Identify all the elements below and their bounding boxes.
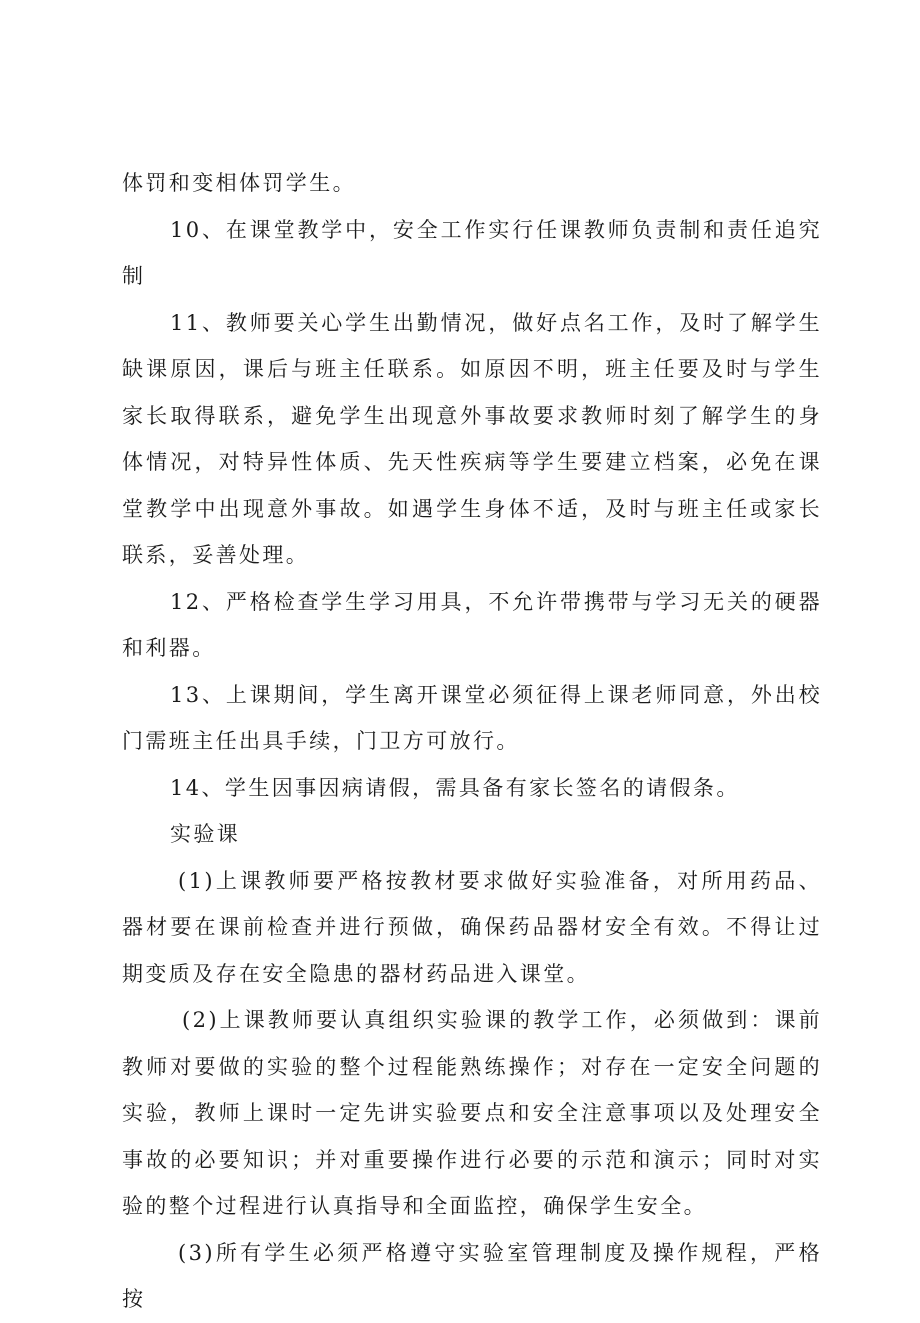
paragraph-continuation: 体罚和变相体罚学生。 (122, 171, 356, 195)
paragraph-lab-2: (2)上课教师要认真组织实验课的教学工作，必须做到：课前教师对要做的实验的整个过程能熟练操作；对存在一定安全问题的实验，教师上课时一定先讲实验要点和安全注意事项以及处理安全事故的必要知识；并对重要操作进行必要的示范和演示；同时对实验的整个过程进行认真指导和全面监控，确保学生安全。 (122, 1008, 822, 1218)
section-heading-lab-class: 实验课 (170, 822, 241, 846)
paragraph-lab-3: (3)所有学生必须严格遵守实验室管理制度及操作规程，严格按 (122, 1240, 822, 1311)
paragraph-lab-1: (1)上课教师要严格按教材要求做好实验准备，对所用药品、器材要在课前检查并进行预做，确保药品器材安全有效。不得让过期变质及存在安全隐患的器材药品进入课堂。 (122, 868, 822, 986)
paragraph-item-10: 10、在课堂教学中，安全工作实行任课教师负责制和责任追究制 (122, 217, 822, 288)
paragraph-item-12: 12、严格检查学生学习用具，不允许带携带与学习无关的硬器和利器。 (122, 589, 822, 660)
paragraph-item-14: 14、学生因事因病请假，需具备有家长签名的请假条。 (170, 775, 740, 800)
paragraph-item-11: 11、教师要关心学生出勤情况，做好点名工作，及时了解学生缺课原因，课后与班主任联系。如原因不明，班主任要及时与学生家长取得联系，避免学生出现意外事故要求教师时刻了解学生的身体情况，对特异性体质、先天性疾病等学生要建立档案，必免在课堂教学中出现意外事故。如遇学生身体不适，及时与班主任或家长联系，妥善处理。 (122, 310, 822, 567)
document-body (122, 160, 822, 1323)
paragraph-item-13: 13、上课期间，学生离开课堂必须征得上课老师同意，外出校门需班主任出具手续，门卫方可放行。 (122, 682, 822, 753)
